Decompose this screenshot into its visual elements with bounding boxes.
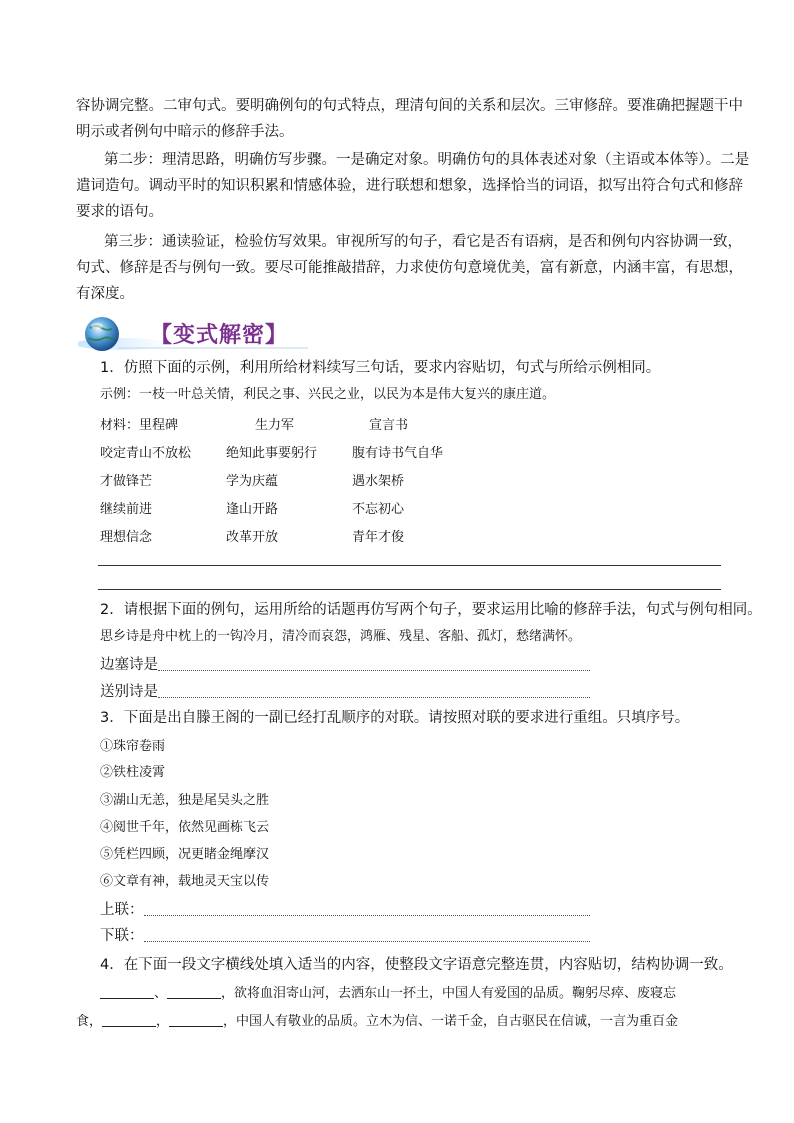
q2-label-frontier: 边塞诗是 (100, 657, 158, 673)
q4-line1 (100, 984, 676, 1004)
couplet-item: ⑤凭栏四顾，况更睹金绳摩汉 (100, 847, 270, 862)
fill-blank[interactable] (102, 1012, 156, 1027)
lower-couplet-label: 下联： (100, 928, 144, 944)
material-cell: 改革开放 (226, 530, 279, 545)
material-cell: 继续前进 (100, 502, 153, 517)
couplet-item: ③湖山无恙，独是尾吴头之胜 (100, 793, 270, 808)
q1-example: 示例：一枝一叶总关情，利民之事、兴民之业，以民为本是伟大复兴的康庄道。 (100, 387, 556, 402)
material-cell: 材料：里程碑 (100, 418, 179, 433)
fill-blank[interactable] (100, 984, 154, 999)
intro-line: 容协调完整。二审句式。要明确例句的句式特点，理清句间的关系和层次。三审修辞。要准确把握题干中 (76, 98, 743, 114)
q2-prompt: 2．请根据下面的例句，运用所给的话题再仿写两个句子，要求运用比喻的修辞手法，句式与例句相同。 (100, 602, 762, 618)
material-cell: 咬定青山不放松 (100, 446, 192, 461)
step2-line: 要求的语句。 (76, 204, 163, 220)
upper-couplet-field[interactable] (144, 915, 590, 916)
q3-prompt: 3．下面是出自滕王阁的一副已经打乱顺序的对联。请按照对联的要求进行重组。只填序号。 (100, 710, 690, 726)
q4-prompt: 4．在下面一段文字横线处填入适当的内容，使整段文字语意完整连贯，内容贴切，结构协调一致。 (100, 957, 733, 973)
step2-line: 遣词造句。调动平时的知识积累和情感体验，进行联想和想象，选择恰当的词语，拟写出符合句式和修辞 (76, 178, 743, 194)
material-cell: 理想信念 (100, 530, 153, 545)
material-cell: 绝知此事要躬行 (226, 446, 318, 461)
intro-line: 明示或者例句中暗示的修辞手法。 (76, 124, 294, 140)
couplet-item: ④阅世千年，依然见画栋飞云 (100, 820, 270, 835)
material-cell: 遇水架桥 (352, 474, 405, 489)
material-cell: 逢山开路 (226, 502, 279, 517)
step3-line: 第三步：通读验证，检验仿写效果。审视所写的句子，看它是否有语病，是否和例句内容协调一致， (104, 234, 742, 250)
q4-line2 (76, 1012, 678, 1032)
section-title: 【变式解密】 (150, 323, 289, 348)
upper-couplet-label: 上联： (100, 902, 144, 918)
answer-line[interactable] (98, 565, 721, 566)
material-cell: 青年才俊 (352, 530, 405, 545)
q4-line2-text: ，中国人有敬业的品质。立木为信、一诺千金，自古驱民在信诚，一言为重百金 (223, 1014, 679, 1029)
q2-label-farewell: 送别诗是 (100, 684, 158, 700)
couplet-item: ②铁柱凌霄 (100, 765, 166, 780)
material-cell: 宣言书 (369, 418, 409, 433)
answer-field-farewell[interactable] (158, 697, 590, 698)
step3-line: 句式、修辞是否与例句一致。要尽可能推敲措辞，力求使仿句意境优美，富有新意，内涵丰富，有思想， (76, 260, 743, 276)
globe-icon (85, 317, 119, 351)
material-cell: 才做锋芒 (100, 474, 153, 489)
fill-blank[interactable] (167, 984, 221, 999)
couplet-item: ①珠帘卷雨 (100, 739, 166, 754)
q1-prompt: 1．仿照下面的示例，利用所给材料续写三句话，要求内容贴切，句式与所给示例相同。 (100, 360, 661, 376)
couplet-item: ⑥文章有神，载地灵天宝以传 (100, 874, 270, 889)
step3-line: 有深度。 (76, 286, 134, 302)
fill-blank[interactable] (169, 1012, 223, 1027)
material-cell: 不忘初心 (352, 502, 405, 517)
answer-line[interactable] (98, 589, 721, 590)
q4-line1-text: ，欲将血泪寄山河，去洒东山一抔土，中国人有爱国的品质。鞠躬尽瘁、废寝忘 (221, 986, 677, 1001)
q4-line2-start: 食， (76, 1014, 103, 1029)
material-cell: 学为庆蕴 (226, 474, 279, 489)
material-cell: 生力军 (255, 418, 295, 433)
material-cell: 腹有诗书气自华 (352, 446, 444, 461)
answer-field-frontier[interactable] (158, 670, 590, 671)
blank-separator: ， (156, 1014, 170, 1029)
lower-couplet-field[interactable] (144, 941, 590, 942)
blank-separator: 、 (154, 986, 168, 1001)
q2-example: 思乡诗是舟中枕上的一钩冷月，清冷而哀怨，鸿雁、残星、客船、孤灯，愁绪满怀。 (100, 629, 582, 644)
step2-line: 第二步：理清思路，明确仿写步骤。一是确定对象。明确仿句的具体表述对象（主语或本体等）。二是 (104, 152, 750, 168)
